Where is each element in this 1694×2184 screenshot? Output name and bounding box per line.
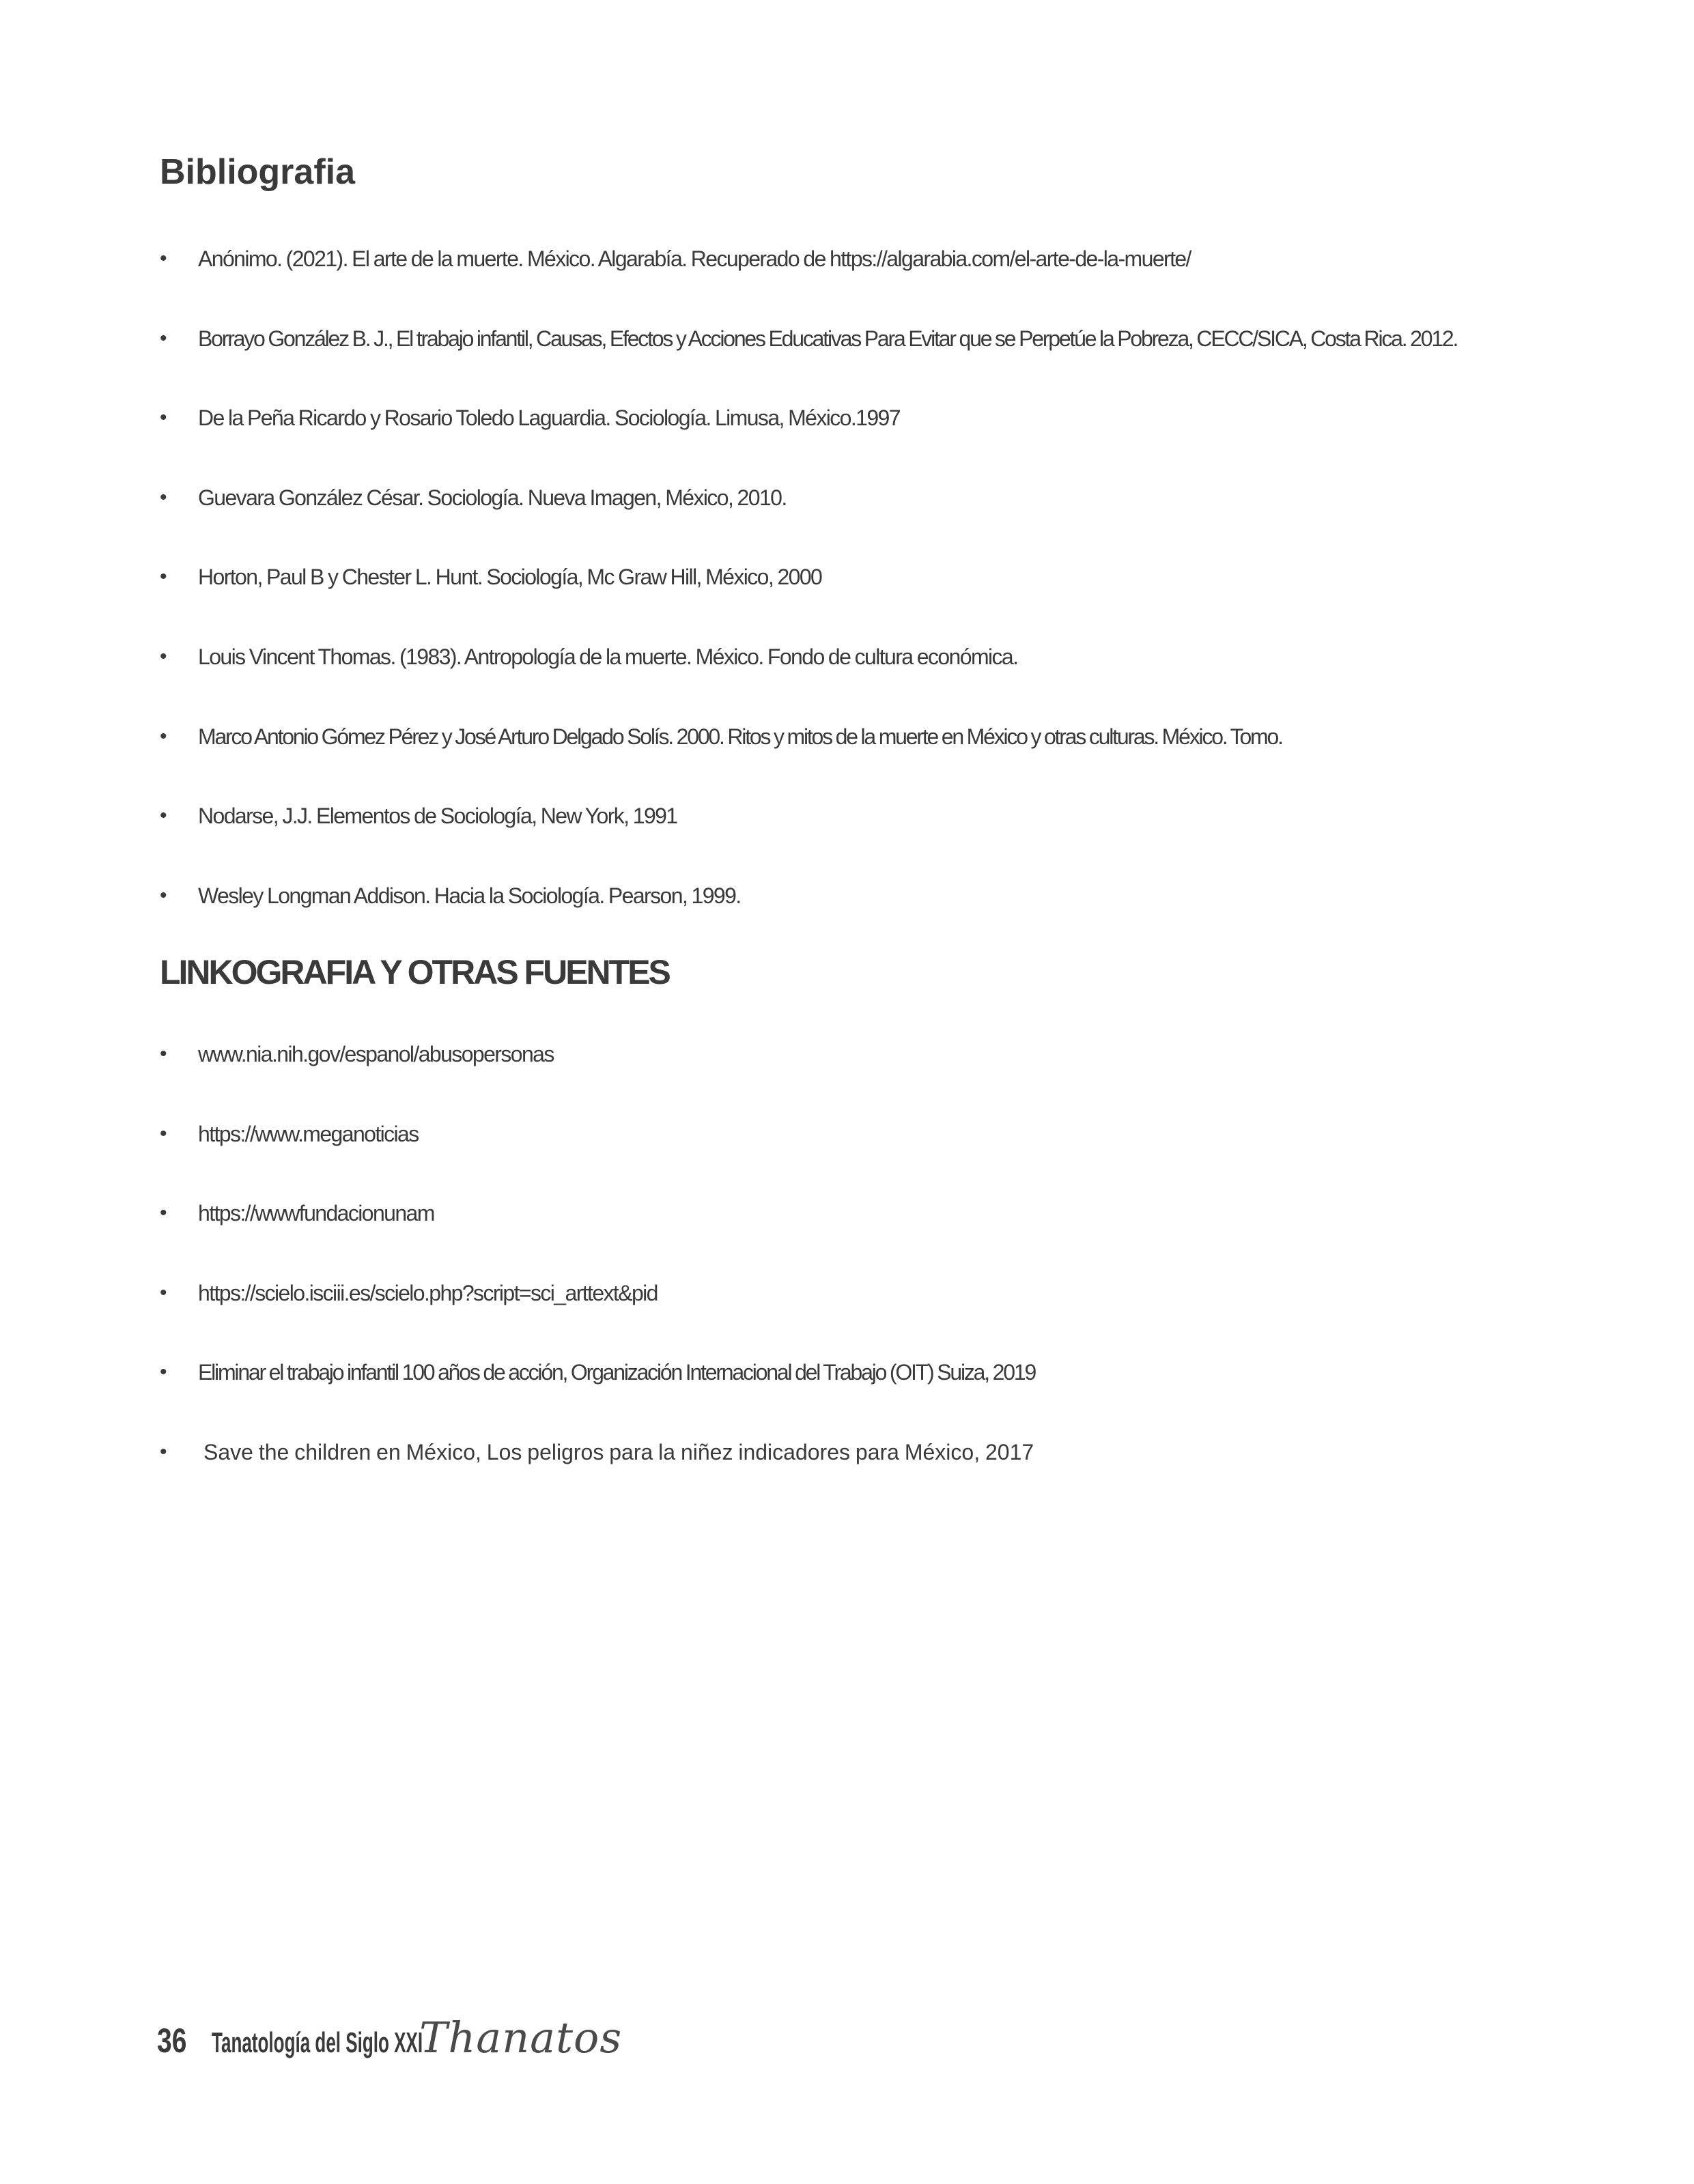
bullet-icon: • xyxy=(160,884,167,907)
bullet-icon: • xyxy=(160,1361,167,1383)
bullet-icon: • xyxy=(160,1441,167,1463)
list-item xyxy=(160,1117,1594,1151)
thanatos-logo: Thanatos xyxy=(419,2013,623,2062)
list-item xyxy=(160,242,1594,276)
bullet-icon: • xyxy=(160,486,167,509)
reference-text: Save the children en México, Los peligros para la niñez indicadores para México, 2017 xyxy=(203,1440,1034,1464)
publication-name: Tanatología del Siglo XXI xyxy=(212,2026,423,2058)
bullet-icon: • xyxy=(160,247,167,270)
list-item xyxy=(160,1037,1594,1071)
bullet-icon: • xyxy=(160,1122,167,1145)
reference-text: Horton, Paul B y Chester L. Hunt. Sociología, Mc Graw Hill, México, 2000 xyxy=(198,565,822,589)
reference-link: https://www.meganoticias xyxy=(198,1122,419,1146)
list-item xyxy=(160,481,1594,515)
list-item xyxy=(160,1276,1594,1310)
list-item xyxy=(160,560,1594,594)
bullet-icon: • xyxy=(160,1043,167,1065)
list-item xyxy=(160,720,1594,754)
reference-text: Louis Vincent Thomas. (1983). Antropología de la muerte. México. Fondo de cultura económica. xyxy=(198,644,1018,669)
list-item xyxy=(160,1435,1594,1469)
linkography-heading: LINKOGRAFIA Y OTRAS FUENTES xyxy=(160,953,669,991)
reference-text: Nodarse, J.J. Elementos de Sociología, New York, 1991 xyxy=(198,804,677,828)
bullet-icon: • xyxy=(160,1202,167,1224)
reference-link: https://wwwfundacionunam xyxy=(198,1201,434,1225)
list-item xyxy=(160,640,1594,674)
bibliography-heading: Bibliografia xyxy=(160,152,356,192)
bullet-icon: • xyxy=(160,1281,167,1304)
reference-text: Wesley Longman Addison. Hacia la Sociología. Pearson, 1999. xyxy=(198,883,741,908)
list-item xyxy=(160,401,1594,435)
list-item xyxy=(160,879,1594,913)
reference-text: Marco Antonio Gómez Pérez y José Arturo Delgado Solís. 2000. Ritos y mitos de la muerte en México y otras culturas. México. Tomo. xyxy=(198,724,1282,749)
reference-text: De la Peña Ricardo y Rosario Toledo Laguardia. Sociología. Limusa, México.1997 xyxy=(198,406,900,430)
bullet-icon: • xyxy=(160,406,167,429)
reference-text: Eliminar el trabajo infantil 100 años de acción, Organización Internacional del Trabajo (OIT) Suiza, 2019 xyxy=(198,1360,1036,1385)
bullet-icon: • xyxy=(160,327,167,350)
list-item xyxy=(160,1196,1594,1230)
list-item xyxy=(160,799,1594,833)
bullet-icon: • xyxy=(160,725,167,748)
list-item xyxy=(160,322,1594,356)
bullet-icon: • xyxy=(160,565,167,588)
bullet-icon: • xyxy=(160,804,167,827)
reference-text: Borrayo González B. J., El trabajo infantil, Causas, Efectos y Acciones Educativas Para Evitar que se Perpetúe la Pobreza, CECC/SICA, Costa Rica. 2012. xyxy=(198,326,1458,351)
page-footer xyxy=(157,2013,622,2067)
reference-link: www.nia.nih.gov/espanol/abusopersonas xyxy=(198,1042,554,1066)
page-number: 36 xyxy=(157,2022,187,2060)
bullet-icon: • xyxy=(160,645,167,668)
reference-link: https://scielo.isciii.es/scielo.php?script=sci_arttext&pid xyxy=(198,1281,658,1305)
reference-text: Guevara González César. Sociología. Nueva Imagen, México, 2010. xyxy=(198,485,787,510)
reference-text: Anónimo. (2021). El arte de la muerte. México. Algarabía. Recuperado de https://algarabia.com/el-arte-de-la-muerte/ xyxy=(198,246,1191,271)
list-item xyxy=(160,1355,1594,1389)
